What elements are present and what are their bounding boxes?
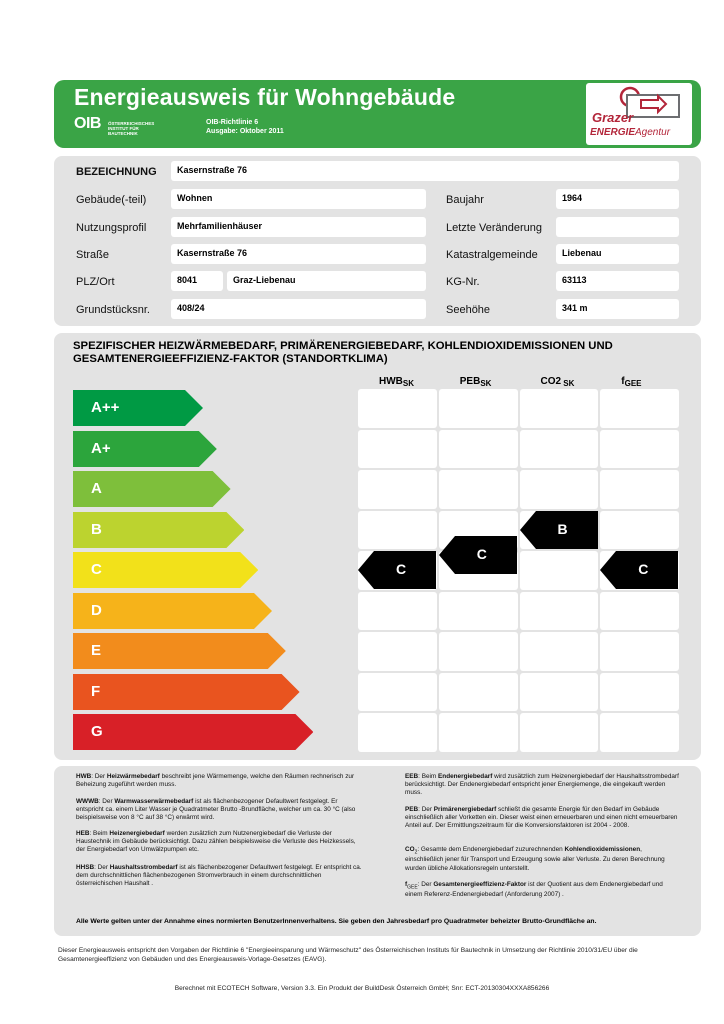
class-arrow-f xyxy=(73,674,300,710)
richtlinie-text: OIB-Richtlinie 6 xyxy=(206,119,259,126)
class-label: D xyxy=(91,601,102,619)
glossary-peb xyxy=(405,806,680,831)
rating-grid-cell xyxy=(600,713,679,752)
rating-grid-cell xyxy=(600,511,679,550)
glossary-fgee-abbr: f xyxy=(405,881,408,888)
letzte-veraenderung-label: Letzte Veränderung xyxy=(446,222,543,234)
glossary-wwwb-term: Warmwasserwärmebedarf xyxy=(114,798,194,805)
rating-grid-cell xyxy=(600,430,679,469)
rating-grid-cell xyxy=(439,673,518,712)
class-label: C xyxy=(91,561,102,579)
kg-nr-label: KG-Nr. xyxy=(446,276,480,288)
class-arrow-g xyxy=(73,714,313,750)
column-header-main: f xyxy=(621,376,625,387)
rating-marker-f xyxy=(600,551,678,589)
oib-logo-subtitle: ÖSTERREICHISCHES INSTITUT FÜR BAUTECHNIK xyxy=(108,121,155,136)
glossary-heb-text: werden zusätzlich zum Nutzenergiebedarf die Verluste der Haustechnik im Gebäude berücksichtigt. Dazu zählen beispielsweise die Verluste des Heizkessels, der Energiebedarf von Umwälzpumpen etc. xyxy=(76,830,356,854)
glossary-hhsb xyxy=(76,864,366,889)
glossary-eeb-text: wird zusätzlich zum Heizenergiebedarf der Haushaltsstrombedarf berücksichtigt. Der Endenergiebedarf entspricht jener Energiemenge, die eingekauft werden muss. xyxy=(405,773,679,797)
glossary-fgee-pre: : Der xyxy=(417,881,434,888)
class-arrow-shape xyxy=(73,633,286,669)
glossary-co2-abbr-sub: 2 xyxy=(414,849,418,856)
document-title: Energieausweis für Wohngebäude xyxy=(74,84,456,110)
glossary-co2-text: , einschließlich jener für Transport und Erzeugung sowie aller Verluste. Zu deren Berechnung wurden übliche Allokationsregeln unterstellt. xyxy=(405,846,665,872)
agency-logo-line2 xyxy=(590,127,670,138)
footer-software-text: Berechnet mit ECOTECH Software, Version 3.3. Ein Produkt der BuildDesk Österreich GmbH; Snr: ECT-20130304XXXA856266 xyxy=(174,985,550,992)
glossary-hwb-text: beschreibt jene Wärmemenge, welche den Räumen rechnerisch zur Beheizung zugeführt werden muss. xyxy=(76,773,355,789)
glossary-heb-pre: : Beim xyxy=(89,830,110,837)
glossary-hwb-abbr: HWB xyxy=(76,773,92,780)
glossary-peb-text: schließt die gesamte Energie für den Bedarf im Gebäude einschließlich aller Vorketten ein. Dieser weist einen erneuerbaren und einen nicht erneuerbaren Anteil auf. Der Ermittlungszeitraum für die Konversionsfaktoren ist 2004 - 2008. xyxy=(405,806,678,830)
class-arrow-aplusplus xyxy=(73,390,203,426)
rating-grid-cell xyxy=(439,389,518,428)
glossary-co2 xyxy=(405,846,680,873)
glossary-peb-pre: : Der xyxy=(418,806,434,813)
rating-grid-cell xyxy=(520,470,599,509)
column-header-sub: SK xyxy=(561,379,575,388)
rating-grid-cell xyxy=(600,470,679,509)
class-label: A+ xyxy=(91,439,111,457)
rating-grid-cell xyxy=(600,673,679,712)
glossary-wwwb-abbr: WWWB xyxy=(76,798,99,805)
glossary-fgee-term: Gesamtenergieeffizienz-Faktor xyxy=(433,881,527,888)
rating-grid-cell xyxy=(600,592,679,631)
energy-section-title xyxy=(73,340,673,366)
rating-grid-cell xyxy=(439,430,518,469)
rating-grid-cell xyxy=(358,430,437,469)
rating-marker-label: B xyxy=(557,520,568,537)
glossary-peb-term: Primärenergiebedarf xyxy=(433,806,497,813)
class-label: A xyxy=(91,480,102,498)
rating-grid-cell xyxy=(358,713,437,752)
glossary-heb xyxy=(76,830,366,855)
agency-logo-agentur: Agentur xyxy=(635,127,671,138)
gebaeude-label: Gebäude(-teil) xyxy=(76,194,147,206)
rating-grid-cell xyxy=(520,632,599,671)
glossary-co2-pre: : Gesamte dem Endenergiebedarf zuzurechnenden xyxy=(417,846,565,853)
header-banner xyxy=(54,80,701,148)
class-arrow-a xyxy=(73,471,231,507)
glossary-wwwb xyxy=(76,798,366,823)
ort-field: Graz-Liebenau xyxy=(227,271,426,291)
oib-logo-text: OIB xyxy=(74,115,101,132)
agency-logo-energie: ENERGIE xyxy=(590,127,636,138)
nutzungsprofil-label: Nutzungsprofil xyxy=(76,222,147,234)
rating-grid-cell xyxy=(358,632,437,671)
strasse-label: Straße xyxy=(76,249,110,261)
nutzungsprofil-field: Mehrfamilienhäuser xyxy=(171,217,426,237)
glossary-eeb-pre: : Beim xyxy=(418,773,439,780)
class-arrow-aplus xyxy=(73,431,217,467)
glossary-hwb xyxy=(76,773,366,789)
glossary-co2-abbr: CO xyxy=(405,846,415,853)
glossary-eeb-term: Endenergiebedarf xyxy=(438,773,493,780)
glossary-peb-abbr: PEB xyxy=(405,806,419,813)
column-header-main: PEB xyxy=(459,376,481,387)
ausgabe-text: Ausgabe: Oktober 2011 xyxy=(206,128,284,135)
glossary-wwwb-pre: : Der xyxy=(98,798,115,805)
rating-grid-cell xyxy=(358,673,437,712)
rating-grid-cell xyxy=(358,511,437,550)
bezeichnung-field: Kasernstraße 76 xyxy=(171,161,679,181)
glossary-wwwb-text: ist als flächenbezogener Defaultwert festgelegt. Er entspricht ca. einem Liter Wasser je Quadratmeter Brutto -Brundfläche, welcher um ca. 30 °C (also beispielsweise von 8 °C auf 38 °C) erwärmt wird. xyxy=(76,798,356,822)
rating-marker-label: C xyxy=(396,561,407,578)
richtlinie-info xyxy=(206,118,284,136)
glossary-hwb-pre: : Der xyxy=(91,773,107,780)
column-header-sub: SK xyxy=(480,379,492,388)
rating-marker-hwb xyxy=(358,551,436,589)
glossary-fgee xyxy=(405,881,680,900)
column-header-sub: GEE xyxy=(624,379,642,388)
rating-grid-cell xyxy=(600,632,679,671)
seehoehe-label: Seehöhe xyxy=(446,304,491,316)
glossary-hhsb-text: ist als flächenbezogener Defaultwert festgelegt. Er entspricht ca. dem durchschnittlichen flächenbezogenen Stromverbrauch in einem durchschnittlichen österreichischen Haushalt . xyxy=(76,864,362,888)
agency-logo-line1: Grazer xyxy=(592,110,634,125)
rating-grid-cell xyxy=(520,592,599,631)
rating-grid-cell xyxy=(600,389,679,428)
glossary-hhsb-abbr: HHSB xyxy=(76,864,95,871)
rating-marker-co2 xyxy=(520,511,598,549)
rating-grid-cell xyxy=(439,713,518,752)
rating-marker-label: C xyxy=(638,561,649,578)
energy-title-line2: GESAMTENERGIEEFFIZIENZ-FAKTOR (STANDORTKLIMA) xyxy=(73,353,388,365)
class-arrow-c xyxy=(73,552,258,588)
grundstueck-field: 408/24 xyxy=(171,299,426,319)
column-header-f xyxy=(621,376,641,388)
rating-marker-label: C xyxy=(476,546,487,563)
katastralgemeinde-field: Liebenau xyxy=(556,244,679,264)
baujahr-field: 1964 xyxy=(556,189,679,209)
class-label: E xyxy=(91,642,102,660)
glossary-co2-term: Kohlendioxidemissionen xyxy=(564,846,641,853)
column-header-main: CO2 xyxy=(540,376,562,387)
gebaeude-field: Wohnen xyxy=(171,189,426,209)
class-arrow-shape xyxy=(73,674,300,710)
glossary-heb-abbr: HEB xyxy=(76,830,90,837)
rating-grid-cell xyxy=(358,389,437,428)
grundstueck-label: Grundstücksnr. xyxy=(76,304,150,316)
column-header-main: HWB xyxy=(379,376,403,387)
rating-grid-cell xyxy=(439,470,518,509)
rating-grid-cell xyxy=(520,713,599,752)
letzte-veraenderung-field xyxy=(556,217,679,237)
agency-logo xyxy=(586,83,692,145)
glossary-note: Alle Werte gelten unter der Annahme eines normierten BenutzerInnenverhaltens. Sie geben den Jahresbedarf pro Quadratmeter beheizter Brutto-Grundfläche an. xyxy=(76,918,597,925)
rating-grid-cell xyxy=(520,673,599,712)
rating-grid-cell xyxy=(520,389,599,428)
glossary-hhsb-term: Haushaltsstrombedarf xyxy=(109,864,178,871)
rating-grid-cell xyxy=(439,632,518,671)
oib-logo xyxy=(74,115,184,139)
glossary-hhsb-pre: : Der xyxy=(94,864,110,871)
glossary-eeb-abbr: EEB xyxy=(405,773,419,780)
class-arrow-shape xyxy=(73,593,272,629)
class-arrow-b xyxy=(73,512,244,548)
katastralgemeinde-label: Katastralgemeinde xyxy=(446,249,538,261)
glossary-heb-term: Heizenergiebedarf xyxy=(109,830,165,837)
energy-title-line1: SPEZIFISCHER HEIZWÄRMEBEDARF, PRIMÄRENERGIEBEDARF, KOHLENDIOXIDEMISSIONEN UND xyxy=(73,340,613,352)
bezeichnung-label: BEZEICHNUNG xyxy=(76,166,157,178)
kg-nr-field: 63113 xyxy=(556,271,679,291)
column-header-peb xyxy=(460,376,492,388)
glossary-hwb-term: Heizwärmebedarf xyxy=(106,773,160,780)
strasse-field: Kasernstraße 76 xyxy=(171,244,426,264)
class-arrow-d xyxy=(73,593,272,629)
class-arrow-e xyxy=(73,633,286,669)
rating-grid-cell xyxy=(520,430,599,469)
glossary-fgee-abbr-sub: GEE xyxy=(407,884,418,891)
rating-marker-peb xyxy=(439,536,517,574)
plz-ort-label: PLZ/Ort xyxy=(76,276,115,288)
plz-field: 8041 xyxy=(171,271,223,291)
class-label: A++ xyxy=(91,399,120,417)
baujahr-label: Baujahr xyxy=(446,194,484,206)
rating-grid-cell xyxy=(358,592,437,631)
column-header-hwb xyxy=(379,376,414,388)
class-arrow-shape xyxy=(73,714,313,750)
column-header-sub: SK xyxy=(402,379,415,388)
column-header-co2 xyxy=(541,376,575,388)
seehoehe-field: 341 m xyxy=(556,299,679,319)
footer-legal-text: Dieser Energieausweis entspricht den Vorgaben der Richtlinie 6 "Energieeinsparung und Wärmeschutz" des Österreichischen Instituts für Bautechnik in Umsetzung der Richtlinie 2010/31/EU über die Gesamtenergieeffizienz von Gebäuden und des Energieausweis-Vorlage-Gesetzes (EAVG). xyxy=(58,947,638,963)
class-label: F xyxy=(91,682,101,700)
class-label: G xyxy=(91,723,103,741)
glossary-fgee-text: ist der Quotient aus dem Endenergiebedarf und einem Referenz-Endenergiebedarf (Anforderung 2007) . xyxy=(405,881,663,899)
rating-grid-cell xyxy=(520,551,599,590)
glossary-eeb xyxy=(405,773,680,798)
class-label: B xyxy=(91,520,102,538)
rating-grid-cell xyxy=(439,592,518,631)
rating-grid-cell xyxy=(358,470,437,509)
